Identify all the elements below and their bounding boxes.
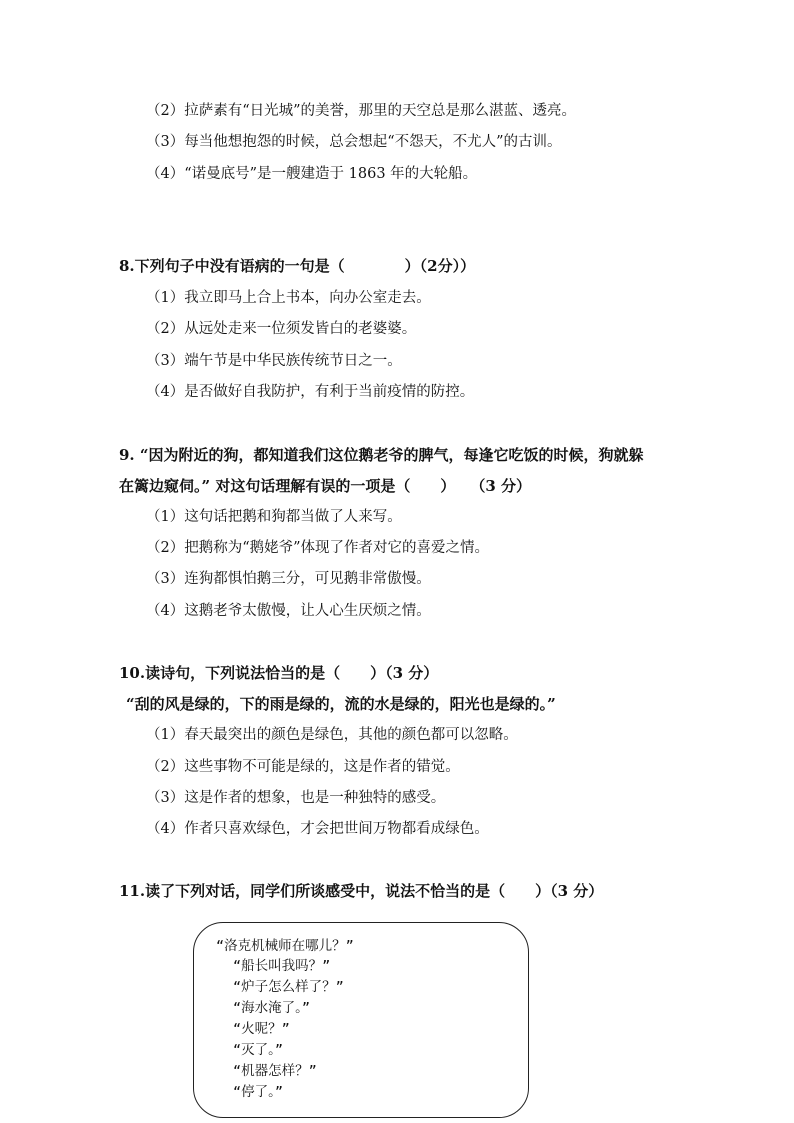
q9-question-line-2: 在篱边窥伺。” 对这句话理解有误的一项是（ ） （3 分）	[119, 477, 532, 495]
q9-option-1: （1）这句话把鹅和狗都当做了人来写。	[146, 509, 402, 525]
q7-option-3: （3）每当他想抱怨的时候，总会想起“不怨天，不尤人”的古训。	[146, 134, 562, 150]
dialogue-line-2: “船长叫我吗？”	[233, 958, 331, 974]
q8-option-1: （1）我立即马上合上书本，向办公室走去。	[146, 290, 431, 306]
q10-option-1: （1）春天最突出的颜色是绿色，其他的颜色都可以忽略。	[146, 727, 518, 743]
dialogue-line-8: “停了。”	[233, 1084, 284, 1100]
q8-option-2: （2）从远处走来一位须发皆白的老婆婆。	[146, 321, 417, 337]
q9-question-line-1: 9. “因为附近的狗，都知道我们这位鹅老爷的脾气，每逢它吃饭的时候，狗就躲	[119, 446, 644, 464]
q10-option-2: （2）这些事物不可能是绿的，这是作者的错觉。	[146, 759, 460, 775]
q8-option-4: （4）是否做好自我防护，有利于当前疫情的防控。	[146, 384, 475, 400]
q10-option-3: （3）这是作者的想象，也是一种独特的感受。	[146, 790, 446, 806]
q8-question: 8.下列句子中没有语病的一句是（ ）（2分））	[119, 257, 476, 275]
q10-option-4: （4）作者只喜欢绿色，才会把世间万物都看成绿色。	[146, 821, 489, 837]
dialogue-line-4: “海水淹了。”	[233, 1000, 311, 1016]
q7-option-2: （2）拉萨素有“日光城”的美誉，那里的天空总是那么湛蓝、透亮。	[146, 103, 577, 119]
dialogue-line-7: “机器怎样？”	[233, 1063, 317, 1079]
dialogue-line-6: “灭了。”	[233, 1042, 284, 1058]
q7-option-4: （4）“诺曼底号”是一艘建造于 1863 年的大轮船。	[146, 166, 478, 182]
q10-question: 10.读诗句，下列说法恰当的是（ ）（3 分）	[119, 664, 439, 682]
q11-question: 11.读了下列对话，同学们所谈感受中，说法不恰当的是（ ）（3 分）	[119, 882, 604, 900]
dialogue-line-1: “洛克机械师在哪儿？”	[216, 938, 354, 954]
dialogue-line-5: “火呢？”	[233, 1021, 290, 1037]
q9-option-3: （3）连狗都惧怕鹅三分，可见鹅非常傲慢。	[146, 571, 431, 587]
q9-option-4: （4）这鹅老爷太傲慢，让人心生厌烦之情。	[146, 603, 431, 619]
q9-option-2: （2）把鹅称为“鹅姥爷”体现了作者对它的喜爱之情。	[146, 540, 490, 556]
q10-poem-quote: “刮的风是绿的，下的雨是绿的，流的水是绿的，阳光也是绿的。”	[126, 695, 556, 713]
dialogue-line-3: “炉子怎么样了？”	[233, 979, 344, 995]
q8-option-3: （3）端午节是中华民族传统节日之一。	[146, 353, 402, 369]
